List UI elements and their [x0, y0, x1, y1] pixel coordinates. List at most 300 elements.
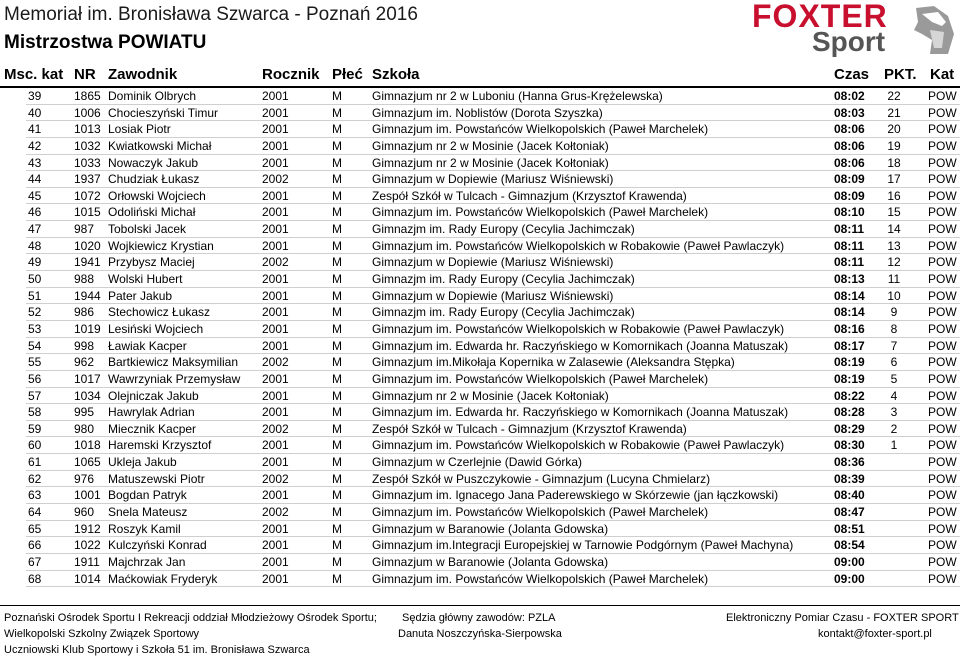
- cell-birth-year: 2002: [262, 505, 289, 520]
- table-row: [0, 571, 960, 588]
- cell-bib-number: 1944: [74, 288, 101, 303]
- cell-sex: M: [332, 521, 342, 536]
- cell-bib-number: 1019: [74, 321, 101, 336]
- cell-athlete-name: Ławiak Kacper: [108, 338, 187, 353]
- cell-place: 43: [28, 155, 42, 170]
- cell-category: POW: [928, 371, 957, 386]
- cell-category: POW: [928, 288, 957, 303]
- cell-school: Zespół Szkół w Tulcach - Gimnazjum (Krzysztof Krawenda): [372, 188, 687, 203]
- table-row: [0, 188, 960, 205]
- cell-place: 42: [28, 138, 42, 153]
- cell-category: POW: [928, 255, 957, 270]
- cell-school: Gimnazjm im. Rady Europy (Cecylia Jachimczak): [372, 272, 635, 287]
- cell-sex: M: [332, 188, 342, 203]
- cell-time: 08:14: [834, 305, 865, 320]
- cell-athlete-name: Stechowicz Łukasz: [108, 305, 211, 320]
- cell-school: Gimnazjum im. Powstańców Wielkopolskich (Paweł Marchelek): [372, 205, 709, 220]
- cell-sex: M: [332, 155, 342, 170]
- table-row: [0, 238, 960, 255]
- cell-sex: M: [332, 405, 342, 420]
- cell-birth-year: 2001: [262, 538, 289, 553]
- cell-time: 08:02: [834, 89, 865, 103]
- cell-school: Gimnazjum nr 2 w Mosinie (Jacek Kołtoniak): [372, 388, 609, 403]
- cell-school: Gimnazjum nr 2 w Mosinie (Jacek Kołtoniak): [372, 155, 609, 170]
- table-row: [0, 288, 960, 305]
- cell-sex: M: [332, 355, 342, 370]
- cell-birth-year: 2002: [262, 255, 289, 270]
- cell-bib-number: 995: [74, 405, 95, 420]
- cell-athlete-name: Wojkiewicz Krystian: [108, 238, 214, 253]
- cell-athlete-name: Bogdan Patryk: [108, 488, 187, 503]
- cell-points: 19: [887, 138, 901, 153]
- cell-sex: M: [332, 421, 342, 436]
- cell-category: POW: [928, 338, 957, 353]
- cell-time: 08:09: [834, 188, 865, 203]
- table-row: [0, 404, 960, 421]
- cell-time: 08:19: [834, 371, 865, 386]
- cell-athlete-name: Pater Jakub: [108, 288, 173, 303]
- cell-category: POW: [928, 571, 957, 586]
- col-plec: Płeć: [332, 66, 363, 83]
- cell-category: POW: [928, 438, 957, 453]
- cell-points: 15: [887, 205, 901, 220]
- table-row: [0, 354, 960, 371]
- cell-category: POW: [928, 355, 957, 370]
- cell-category: POW: [928, 388, 957, 403]
- cell-bib-number: 1013: [74, 122, 101, 137]
- cell-athlete-name: Wawrzyniak Przemysław: [108, 371, 241, 386]
- cell-school: Gimnazjum im. Powstańców Wielkopolskich (Paweł Marchelek): [372, 122, 709, 137]
- cell-athlete-name: Odoliński Michał: [108, 205, 196, 220]
- cell-school: Gimnazjum nr 2 w Mosinie (Jacek Kołtoniak): [372, 138, 609, 153]
- cell-sex: M: [332, 505, 342, 520]
- cell-school: Gimnazjum w Baranowie (Jolanta Gdowska): [372, 554, 609, 569]
- cell-sex: M: [332, 438, 342, 453]
- cell-athlete-name: Wolski Hubert: [108, 272, 183, 287]
- table-row: [0, 421, 960, 438]
- cell-place: 46: [28, 205, 42, 220]
- cell-school: Gimnazjum w Dopiewie (Mariusz Wiśniewski): [372, 255, 614, 270]
- cell-place: 54: [28, 338, 42, 353]
- cell-time: 08:22: [834, 388, 865, 403]
- table-row: [0, 321, 960, 338]
- col-czas: Czas: [834, 66, 870, 83]
- cell-athlete-name: Ukleja Jakub: [108, 455, 177, 470]
- cell-school: Gimnazjum im.Mikołaja Kopernika w Zalasewie (Aleksandra Stępka): [372, 355, 735, 370]
- table-row: [0, 105, 960, 122]
- cell-category: POW: [928, 155, 957, 170]
- cell-athlete-name: Tobolski Jacek: [108, 222, 187, 237]
- cell-place: 45: [28, 188, 42, 203]
- cell-time: 08:29: [834, 421, 865, 436]
- cell-place: 48: [28, 238, 42, 253]
- cell-school: Gimnazjum w Czerlejnie (Dawid Górka): [372, 455, 583, 470]
- cell-school: Gimnazjum w Dopiewie (Mariusz Wiśniewski): [372, 172, 614, 187]
- table-row: [0, 155, 960, 172]
- cell-bib-number: 976: [74, 471, 95, 486]
- cell-time: 08:10: [834, 205, 865, 220]
- cell-points: 8: [890, 321, 898, 336]
- cell-time: 08:40: [834, 488, 865, 503]
- cell-athlete-name: Kwiatkowski Michał: [108, 138, 212, 153]
- cell-place: 50: [28, 272, 42, 287]
- table-row: [0, 138, 960, 155]
- cell-points: 7: [890, 338, 898, 353]
- cell-time: 08:54: [834, 538, 865, 553]
- cell-points: 16: [887, 188, 901, 203]
- footer-divider: [0, 605, 960, 606]
- table-row: [0, 554, 960, 571]
- cell-category: POW: [928, 521, 957, 536]
- table-row: [0, 487, 960, 504]
- cell-birth-year: 2001: [262, 138, 289, 153]
- cell-category: POW: [928, 471, 957, 486]
- cell-category: POW: [928, 272, 957, 287]
- cell-birth-year: 2001: [262, 554, 289, 569]
- cell-bib-number: 1001: [74, 488, 101, 503]
- cell-bib-number: 1006: [74, 105, 101, 120]
- cell-sex: M: [332, 305, 342, 320]
- cell-birth-year: 2001: [262, 222, 289, 237]
- cell-birth-year: 2001: [262, 205, 289, 220]
- cell-school: Gimnazjum im. Ignacego Jana Paderewskiego w Skórzewie (jan łączkowski): [372, 488, 779, 503]
- cell-category: POW: [928, 538, 957, 553]
- cell-school: Gimnazjum w Baranowie (Jolanta Gdowska): [372, 521, 609, 536]
- event-title: Memoriał im. Bronisława Szwarca - Poznań 2016: [4, 4, 418, 25]
- cell-points: 21: [887, 105, 901, 120]
- cell-category: POW: [928, 421, 957, 436]
- cell-time: 08:28: [834, 405, 865, 420]
- cell-category: POW: [928, 305, 957, 320]
- cell-birth-year: 2001: [262, 321, 289, 336]
- table-row: [0, 371, 960, 388]
- col-kat: Kat: [930, 66, 955, 83]
- cell-points: 6: [890, 355, 898, 370]
- cell-birth-year: 2001: [262, 405, 289, 420]
- cell-athlete-name: Matuszewski Piotr: [108, 471, 205, 486]
- cell-birth-year: 2001: [262, 338, 289, 353]
- cell-category: POW: [928, 205, 957, 220]
- footer-timing: Elektroniczny Pomiar Czasu - FOXTER SPORT: [726, 612, 959, 624]
- cell-place: 63: [28, 488, 42, 503]
- cell-athlete-name: Lesiński Wojciech: [108, 321, 204, 336]
- cell-time: 08:09: [834, 172, 865, 187]
- page-header: [0, 0, 960, 60]
- table-row: [0, 221, 960, 238]
- cell-school: Gimnazjm im. Rady Europy (Cecylia Jachimczak): [372, 222, 635, 237]
- cell-time: 08:11: [834, 255, 865, 270]
- cell-athlete-name: Haremski Krzysztof: [108, 438, 212, 453]
- cell-time: 08:06: [834, 138, 865, 153]
- cell-category: POW: [928, 122, 957, 137]
- table-row: [0, 171, 960, 188]
- cell-place: 61: [28, 455, 42, 470]
- cell-bib-number: 1911: [74, 554, 100, 569]
- table-row: [0, 537, 960, 554]
- cell-school: Gimnazjum im. Powstańców Wielkopolskich w Robakowie (Paweł Pawlaczyk): [372, 238, 785, 253]
- col-szkola: Szkoła: [372, 66, 420, 83]
- cell-place: 40: [28, 105, 42, 120]
- cell-bib-number: 1937: [74, 172, 101, 187]
- cell-time: 08:47: [834, 505, 865, 520]
- cell-school: Gimnazjum im. Powstańców Wielkopolskich w Robakowie (Paweł Pawlaczyk): [372, 321, 785, 336]
- cell-sex: M: [332, 122, 342, 137]
- cell-sex: M: [332, 321, 342, 336]
- cell-sex: M: [332, 371, 342, 386]
- cell-sex: M: [332, 488, 342, 503]
- cell-bib-number: 1865: [74, 89, 101, 103]
- cell-sex: M: [332, 538, 342, 553]
- cell-athlete-name: Losiak Piotr: [108, 122, 171, 137]
- cell-sex: M: [332, 138, 342, 153]
- cell-athlete-name: Hawrylak Adrian: [108, 405, 195, 420]
- table-row: [0, 304, 960, 321]
- cell-bib-number: 1912: [74, 521, 101, 536]
- cell-bib-number: 987: [74, 222, 95, 237]
- foxter-sport-logo: [752, 2, 958, 58]
- cell-category: POW: [928, 455, 957, 470]
- cell-athlete-name: Miecznik Kacper: [108, 421, 197, 436]
- cell-points: 4: [890, 388, 898, 403]
- cell-time: 08:51: [834, 521, 865, 536]
- cell-sex: M: [332, 554, 342, 569]
- cell-sex: M: [332, 255, 342, 270]
- cell-bib-number: 986: [74, 305, 95, 320]
- cell-category: POW: [928, 222, 957, 237]
- table-row: [0, 504, 960, 521]
- cell-place: 39: [28, 89, 42, 103]
- results-table: [0, 88, 960, 587]
- cell-athlete-name: Nowaczyk Jakub: [108, 155, 199, 170]
- cell-points: 18: [887, 155, 901, 170]
- cell-points: 14: [887, 222, 901, 237]
- cell-place: 65: [28, 521, 42, 536]
- col-msc-kat: Msc. kat: [4, 66, 64, 83]
- table-row: [0, 271, 960, 288]
- footer-judge-label: Sędzia główny zawodów: PZLA: [402, 612, 556, 624]
- cell-birth-year: 2001: [262, 89, 289, 103]
- cell-place: 57: [28, 388, 42, 403]
- col-zawodnik: Zawodnik: [108, 66, 178, 83]
- cell-school: Gimnazjum im. Powstańców Wielkopolskich (Paweł Marchelek): [372, 505, 709, 520]
- cell-time: 08:06: [834, 155, 865, 170]
- cell-category: POW: [928, 488, 957, 503]
- cell-place: 66: [28, 538, 42, 553]
- cell-bib-number: 1034: [74, 388, 101, 403]
- cell-sex: M: [332, 471, 342, 486]
- cell-birth-year: 2002: [262, 172, 289, 187]
- cell-sex: M: [332, 455, 342, 470]
- cell-category: POW: [928, 138, 957, 153]
- cell-category: POW: [928, 238, 957, 253]
- footer-organizer-2: Wielkopolski Szkolny Związek Sportowy: [4, 628, 200, 640]
- cell-category: POW: [928, 505, 957, 520]
- cell-bib-number: 1072: [74, 188, 101, 203]
- cell-school: Gimnazjum im. Edwarda hr. Raczyńskiego w Komornikach (Joanna Matuszak): [372, 338, 789, 353]
- cell-sex: M: [332, 89, 342, 103]
- col-pkt: PKT.: [884, 66, 917, 83]
- cell-athlete-name: Snela Mateusz: [108, 505, 188, 520]
- cell-points: 12: [887, 255, 901, 270]
- cell-sex: M: [332, 172, 342, 187]
- cell-place: 68: [28, 571, 42, 586]
- cell-birth-year: 2001: [262, 188, 289, 203]
- cell-place: 52: [28, 305, 42, 320]
- cell-points: 1: [890, 438, 898, 453]
- cell-birth-year: 2001: [262, 571, 289, 586]
- cell-school: Gimnazjum w Dopiewie (Mariusz Wiśniewski): [372, 288, 614, 303]
- cell-athlete-name: Roszyk Kamil: [108, 521, 181, 536]
- cell-points: 11: [887, 272, 901, 287]
- cell-place: 41: [28, 122, 42, 137]
- cell-birth-year: 2001: [262, 238, 289, 253]
- cell-place: 56: [28, 371, 42, 386]
- cell-bib-number: 1015: [74, 205, 101, 220]
- cell-school: Zespół Szkół w Puszczykowie - Gimnazjum (Lucyna Chmielarz): [372, 471, 711, 486]
- cell-time: 08:36: [834, 455, 865, 470]
- cell-bib-number: 1017: [74, 371, 101, 386]
- cell-school: Gimnazjum im. Edwarda hr. Raczyńskiego w Komornikach (Joanna Matuszak): [372, 405, 789, 420]
- col-rocznik: Rocznik: [262, 66, 320, 83]
- cell-time: 08:06: [834, 122, 865, 137]
- cell-category: POW: [928, 188, 957, 203]
- footer-organizer-1: Poznański Ośrodek Sportu I Rekreacji oddział Młodzieżowy Ośrodek Sportu;: [4, 612, 377, 624]
- cell-bib-number: 1020: [74, 238, 101, 253]
- cell-points: 5: [890, 371, 898, 386]
- cell-athlete-name: Olejniczak Jakub: [108, 388, 199, 403]
- cell-bib-number: 1033: [74, 155, 101, 170]
- table-row: [0, 338, 960, 355]
- cell-birth-year: 2001: [262, 272, 289, 287]
- cell-points: 13: [887, 238, 901, 253]
- cell-athlete-name: Maćkowiak Fryderyk: [108, 571, 218, 586]
- cell-school: Gimnazjum im. Powstańców Wielkopolskich (Paweł Marchelek): [372, 571, 709, 586]
- cell-school: Gimnazjum nr 2 w Luboniu (Hanna Grus-Krężelewska): [372, 89, 663, 103]
- cell-time: 08:39: [834, 471, 865, 486]
- cell-birth-year: 2001: [262, 438, 289, 453]
- cell-time: 08:03: [834, 105, 865, 120]
- cell-points: 2: [890, 421, 898, 436]
- cell-sex: M: [332, 105, 342, 120]
- cell-sex: M: [332, 272, 342, 287]
- cell-place: 64: [28, 505, 42, 520]
- table-row: [0, 254, 960, 271]
- cell-school: Gimnazjum im. Powstańców Wielkopolskich (Paweł Marchelek): [372, 371, 709, 386]
- cell-category: POW: [928, 89, 957, 103]
- cell-time: 08:19: [834, 355, 865, 370]
- cell-place: 51: [28, 288, 42, 303]
- cell-place: 67: [28, 554, 42, 569]
- cell-points: 22: [887, 89, 901, 103]
- cell-place: 47: [28, 222, 42, 237]
- cell-points: 20: [887, 122, 901, 137]
- cell-school: Gimnazjum im. Powstańców Wielkopolskich w Robakowie (Paweł Pawlaczyk): [372, 438, 785, 453]
- cell-time: 08:11: [834, 238, 865, 253]
- cell-category: POW: [928, 105, 957, 120]
- cell-points: 10: [887, 288, 901, 303]
- cell-birth-year: 2002: [262, 471, 289, 486]
- cell-points: 3: [890, 405, 898, 420]
- cell-athlete-name: Dominik Olbrych: [108, 89, 197, 103]
- cell-birth-year: 2001: [262, 122, 289, 137]
- cell-bib-number: 1018: [74, 438, 101, 453]
- cell-place: 62: [28, 471, 42, 486]
- cell-time: 08:14: [834, 288, 865, 303]
- table-row: [0, 88, 960, 105]
- footer-judge-name: Danuta Noszczyńska-Sierpowska: [398, 628, 562, 640]
- cell-athlete-name: Orłowski Wojciech: [108, 188, 206, 203]
- cell-bib-number: 1014: [74, 571, 101, 586]
- footer-email: kontakt@foxter-sport.pl: [818, 628, 932, 640]
- cell-place: 55: [28, 355, 42, 370]
- table-row: [0, 388, 960, 405]
- table-row: [0, 454, 960, 471]
- cell-birth-year: 2001: [262, 388, 289, 403]
- cell-school: Gimnazjm im. Rady Europy (Cecylia Jachimczak): [372, 305, 635, 320]
- cell-points: 17: [887, 172, 901, 187]
- footer-organizer-3: Uczniowski Klub Sportowy i Szkoła 51 im. Bronisława Szwarca: [4, 644, 310, 656]
- cell-time: 08:16: [834, 321, 865, 336]
- cell-place: 49: [28, 255, 42, 270]
- cell-time: 08:11: [834, 222, 865, 237]
- cell-time: 09:00: [834, 554, 865, 569]
- cell-athlete-name: Chudziak Łukasz: [108, 172, 200, 187]
- table-row: [0, 121, 960, 138]
- event-subtitle: Mistrzostwa POWIATU: [4, 32, 207, 53]
- cell-bib-number: 1022: [74, 538, 101, 553]
- logo-text-foxter: FOXTER: [752, 0, 888, 34]
- cell-athlete-name: Przybysz Maciej: [108, 255, 195, 270]
- cell-time: 08:30: [834, 438, 865, 453]
- cell-category: POW: [928, 321, 957, 336]
- table-row: [0, 204, 960, 221]
- table-row: [0, 437, 960, 454]
- cell-sex: M: [332, 571, 342, 586]
- horse-head-icon: [908, 4, 956, 56]
- cell-athlete-name: Bartkiewicz Maksymilian: [108, 355, 239, 370]
- cell-birth-year: 2001: [262, 105, 289, 120]
- cell-school: Gimnazjum im.Integracji Europejskiej w Tarnowie Podgórnym (Paweł Machyna): [372, 538, 794, 553]
- col-nr: NR: [74, 66, 96, 83]
- cell-birth-year: 2001: [262, 305, 289, 320]
- cell-bib-number: 1941: [74, 255, 101, 270]
- cell-school: Gimnazjum im. Noblistów (Dorota Szyszka): [372, 105, 603, 120]
- cell-category: POW: [928, 172, 957, 187]
- cell-sex: M: [332, 238, 342, 253]
- cell-place: 60: [28, 438, 42, 453]
- cell-bib-number: 1032: [74, 138, 101, 153]
- cell-sex: M: [332, 222, 342, 237]
- cell-category: POW: [928, 554, 957, 569]
- cell-bib-number: 988: [74, 272, 95, 287]
- logo-text-sport: Sport: [812, 26, 886, 57]
- cell-bib-number: 980: [74, 421, 95, 436]
- cell-time: 08:17: [834, 338, 865, 353]
- cell-birth-year: 2001: [262, 371, 289, 386]
- cell-bib-number: 962: [74, 355, 95, 370]
- cell-place: 59: [28, 421, 42, 436]
- cell-time: 09:00: [834, 571, 865, 586]
- cell-birth-year: 2001: [262, 455, 289, 470]
- cell-birth-year: 2001: [262, 155, 289, 170]
- cell-athlete-name: Kulczyński Konrad: [108, 538, 207, 553]
- cell-athlete-name: Majchrzak Jan: [108, 554, 186, 569]
- cell-place: 53: [28, 321, 42, 336]
- cell-place: 44: [28, 172, 42, 187]
- cell-sex: M: [332, 205, 342, 220]
- cell-category: POW: [928, 405, 957, 420]
- cell-birth-year: 2002: [262, 421, 289, 436]
